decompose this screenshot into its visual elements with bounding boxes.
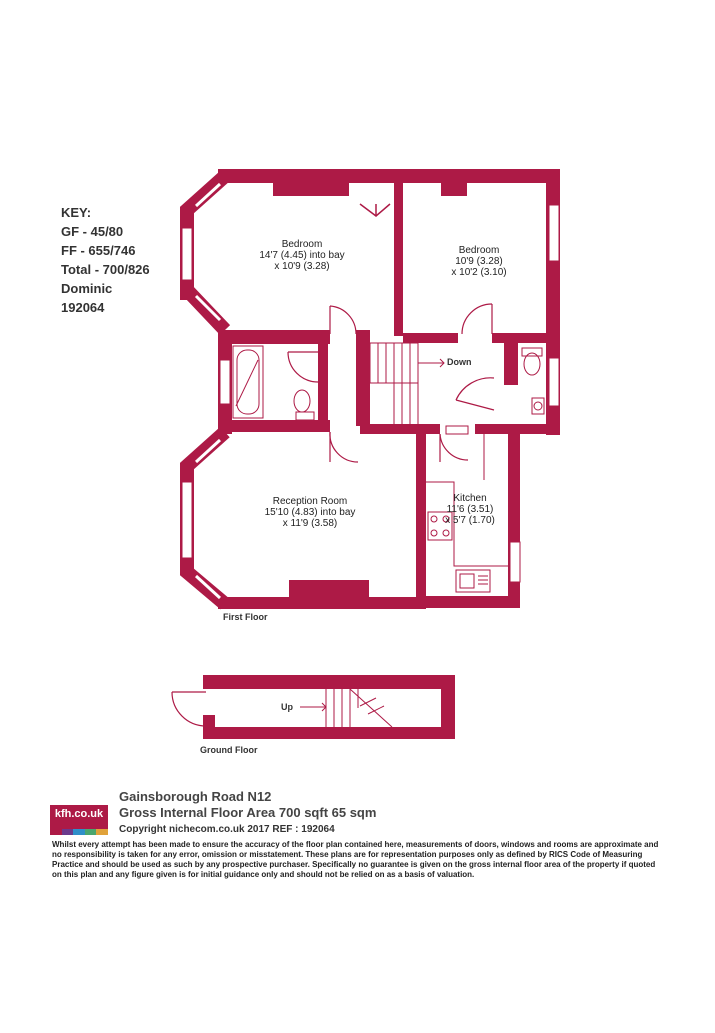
key-heading: KEY:: [61, 205, 92, 220]
logo-bar: [50, 829, 62, 835]
bay-glazing: [196, 184, 220, 598]
property-address: [119, 789, 376, 821]
logo-bar: [96, 829, 108, 835]
floor-area-line: Gross Internal Floor Area 700 sqft 65 sqm: [119, 805, 377, 820]
room-label-bedroom-2: [451, 245, 506, 278]
room-label-kitchen: [445, 493, 495, 526]
key-line: 192064: [61, 300, 105, 315]
first-floor-label: First Floor: [223, 612, 268, 622]
area-key: [61, 203, 150, 317]
key-line: Total - 700/826: [61, 262, 150, 277]
room-dims: x 10'2 (3.10): [451, 267, 507, 278]
room-name: Bedroom: [281, 239, 323, 250]
key-line: Dominic: [61, 281, 113, 296]
cupboard: [360, 204, 390, 216]
room-dims: 15'10 (4.83) into bay: [264, 507, 356, 518]
room-label-reception: [265, 496, 356, 529]
bath: [233, 346, 263, 418]
room-dims: 11'6 (3.51): [446, 504, 494, 515]
ground-floor-door: [172, 692, 206, 726]
room-name: Reception Room: [272, 496, 348, 507]
logo-bar: [62, 829, 74, 835]
copyright-line: Copyright nichecom.co.uk 2017 REF : 192064: [119, 824, 335, 835]
room-name: Bedroom: [458, 245, 500, 256]
key-line: FF - 655/746: [61, 243, 136, 258]
disclaimer-text: Whilst every attempt has been made to ensure the accuracy of the floor plan contained here, measurements of doors, windows and rooms are approximate and no responsibility is taken for any error, omission or misstatement. These plans are for representation purposes only as defined by RICS Code of Measuring Practice and should be used as such by any prospective purchaser. Specifically no guarantee is given on the gross internal floor area of the property if quoted on this plan and any figure given is for initial guidance only and should not be relied on as a basis of valuation.: [52, 840, 659, 879]
kfh-logo: [50, 805, 108, 835]
room-dims: x 10'9 (3.28): [274, 261, 330, 272]
room-dims: x 11'9 (3.58): [282, 518, 338, 529]
room-dims: x 5'7 (1.70): [445, 515, 495, 526]
room-dims: 10'9 (3.28): [455, 256, 503, 267]
logo-colour-bars: [50, 829, 108, 835]
logo-text: kfh.co.uk: [54, 808, 104, 820]
stairs-up-label: Up: [281, 702, 293, 712]
room-dims: 14'7 (4.45) into bay: [259, 250, 345, 261]
room-label-bedroom-1: [259, 239, 344, 272]
logo-bar: [85, 829, 97, 835]
logo-bar: [73, 829, 85, 835]
stairs-down: [370, 343, 444, 426]
stairs-up: [300, 689, 392, 727]
stairs-down-label: Down: [447, 357, 472, 367]
key-line: GF - 45/80: [61, 224, 124, 239]
ground-floor-walls: [203, 675, 455, 739]
address-line: Gainsborough Road N12: [119, 789, 272, 804]
room-name: Kitchen: [453, 493, 487, 504]
ground-floor-label: Ground Floor: [200, 745, 258, 755]
